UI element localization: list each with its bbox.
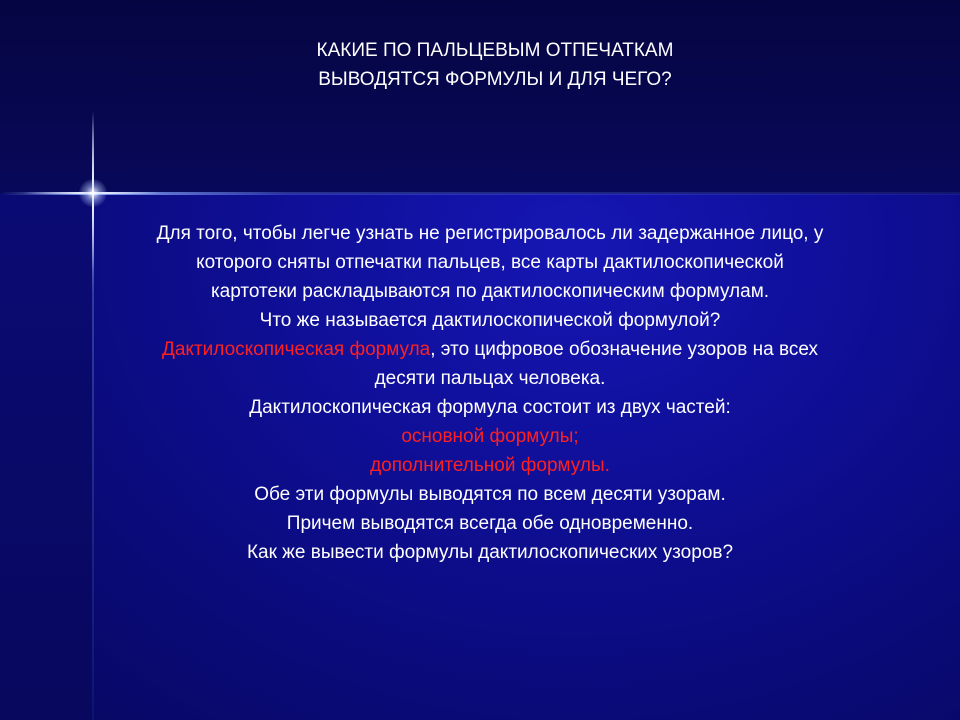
definition-term: Дактилоскопическая формула (162, 339, 431, 360)
body-line-1: Для того, чтобы легче узнать не регистрировалось ли задержанное лицо, у (156, 223, 824, 244)
body-line-4: Что же называется дактилоскопической формулой? (259, 310, 721, 331)
body-line-2: которого сняты отпечатки пальцев, все карты дактилоскопической (196, 252, 784, 273)
title-line-2: ВЫВОДЯТСЯ ФОРМУЛЫ И ДЛЯ ЧЕГО? (318, 69, 672, 90)
title-line-1: КАКИЕ ПО ПАЛЬЦЕВЫМ ОТПЕЧАТКАМ (316, 40, 674, 61)
slide-title (190, 36, 800, 94)
body-line-10: Как же вывести формулы дактилоскопических узоров? (246, 542, 734, 563)
body-line-5 (50, 335, 930, 364)
formula-part-additional: дополнительной формулы. (370, 455, 610, 476)
body-line-6: десяти пальцах человека. (374, 368, 606, 389)
body-line-9: Причем выводятся всегда обе одновременно. (286, 513, 694, 534)
body-line-8: Обе эти формулы выводятся по всем десяти узорам. (254, 484, 726, 505)
slide-body (50, 219, 930, 567)
body-line-7: Дактилоскопическая формула состоит из двух частей: (249, 397, 731, 418)
background-top-band (0, 0, 960, 194)
body-line-3: картотеки раскладываются по дактилоскопическим формулам. (210, 281, 770, 302)
formula-part-main: основной формулы; (401, 426, 579, 447)
definition-text: , это цифровое обозначение узоров на всех (430, 339, 818, 360)
